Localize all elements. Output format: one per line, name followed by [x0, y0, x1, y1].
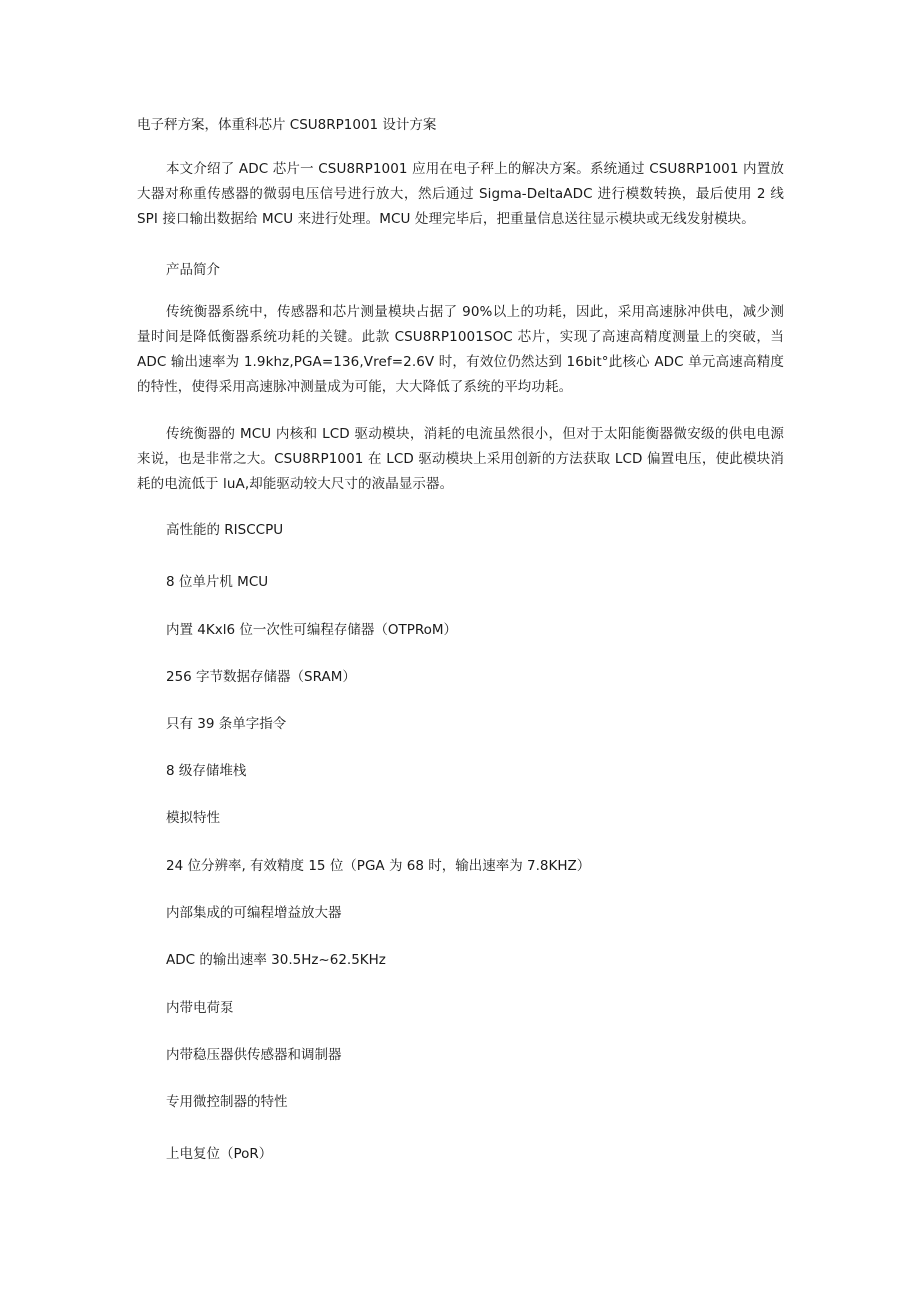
- intro-paragraph: 本文介绍了 ADC 芯片一 CSU8RP1001 应用在电子秤上的解决方案。系统通过 CSU8RP1001 内置放大器对称重传感器的微弱电压信号进行放大，然后通过 Sigma-DeltaADC 进行模数转换，最后使用 2 线 SPI 接口输出数据给 MCU 来进行处理。MCU 处理完毕后，把重量信息送往显示模块或无线发射模块。: [137, 161, 784, 227]
- section-heading: 产品简介: [166, 262, 220, 278]
- feature-item: 只有 39 条单字指令: [166, 716, 287, 732]
- feature-item: 专用微控制器的特性: [166, 1094, 288, 1110]
- feature-item: 内置 4Kxl6 位一次性可编程存储器（OTPRoM）: [166, 622, 458, 638]
- feature-item: 模拟特性: [166, 810, 220, 826]
- feature-item: 256 字节数据存储器（SRAM）: [166, 669, 356, 685]
- feature-item: 上电复位（PoR）: [166, 1146, 273, 1162]
- document-title: 电子秤方案，体重科芯片 CSU8RP1001 设计方案: [137, 117, 437, 133]
- feature-item: 24 位分辨率, 有效精度 15 位（PGA 为 68 时，输出速率为 7.8KHZ）: [166, 858, 591, 874]
- power-paragraph: 传统衡器系统中，传感器和芯片测量模块占据了 90%以上的功耗，因此，采用高速脉冲供电，减少测量时间是降低衡器系统功耗的关键。此款 CSU8RP1001SOC 芯片，实现了高速高精度测量上的突破，当 ADC 输出速率为 1.9khz,PGA=136,Vref=2.6V 时，有效位仍然达到 16bit°此核心 ADC 单元高速高精度的特性，使得采用高速脉冲测量成为可能，大大降低了系统的平均功耗。: [137, 304, 784, 395]
- feature-item: 内部集成的可编程增益放大器: [166, 905, 342, 921]
- feature-item: 8 级存储堆栈: [166, 763, 247, 779]
- feature-item: 8 位单片机 MCU: [166, 574, 269, 590]
- feature-item: ADC 的输出速率 30.5Hz~62.5KHz: [166, 952, 386, 968]
- feature-item: 内带电荷泵: [166, 1000, 234, 1016]
- feature-item: 内带稳压器供传感器和调制器: [166, 1047, 342, 1063]
- lcd-paragraph: 传统衡器的 MCU 内核和 LCD 驱动模块，消耗的电流虽然很小，但对于太阳能衡器微安级的供电电源来说，也是非常之大。CSU8RP1001 在 LCD 驱动模块上采用创新的方法获取 LCD 偏置电压，使此模块消耗的电流低于 luA,却能驱动较大尺寸的液晶显示器。: [137, 426, 784, 492]
- feature-item: 高性能的 RISCCPU: [166, 522, 284, 538]
